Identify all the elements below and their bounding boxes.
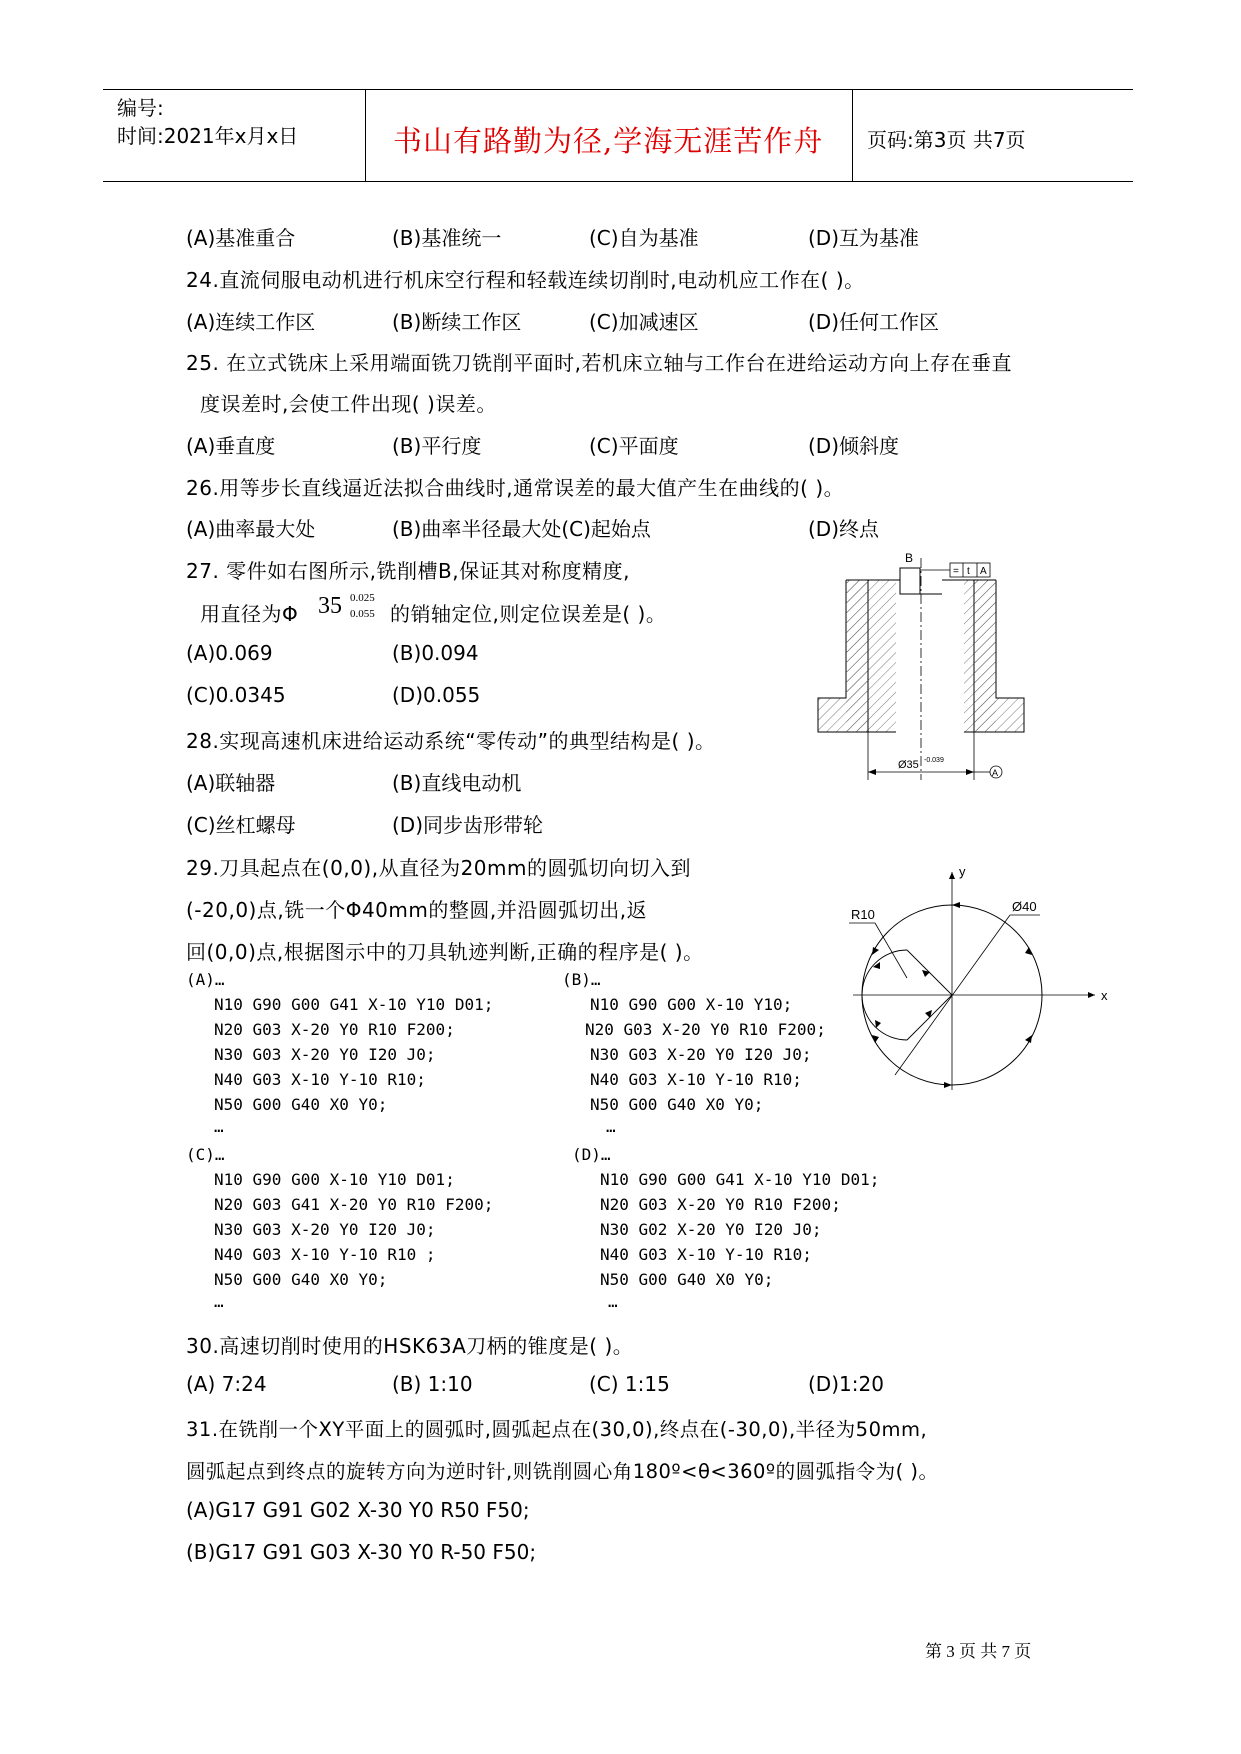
q30-option-d: (D)1:20	[808, 1372, 884, 1396]
q28-option-a: (A)联轴器	[186, 771, 276, 795]
q28-option-c: (C)丝杠螺母	[186, 813, 296, 837]
q29-line3: 回(0,0)点,根据图示中的刀具轨迹判断,正确的程序是( )。	[186, 940, 704, 964]
program-b-line: N50 G00 G40 X0 Y0;	[590, 1095, 764, 1114]
q27-line1: 27. 零件如右图所示,铣削槽B,保证其对称度精度,	[186, 559, 630, 583]
q26-option-d: (D)终点	[808, 517, 880, 541]
program-a-line: (A)…	[186, 970, 225, 989]
q28-option-d: (D)同步齿形带轮	[392, 813, 544, 837]
q29-x-axis-label: x	[1101, 988, 1108, 1003]
q25-line1: 25. 在立式铣床上采用端面铣刀铣削平面时,若机床立轴与工作台在进给运动方向上存在垂直	[186, 351, 1013, 375]
q30-option-a: (A) 7:24	[186, 1372, 267, 1396]
q26-option-a: (A)曲率最大处	[186, 517, 316, 541]
page-footer: 第 3 页 共 7 页	[925, 1642, 1032, 1661]
q23-option-c: (C)自为基准	[589, 226, 699, 250]
program-a-line: N40 G03 X-10 Y-10 R10;	[214, 1070, 426, 1089]
program-a-line: N10 G90 G00 G41 X-10 Y10 D01;	[214, 995, 494, 1014]
program-b-line: N30 G03 X-20 Y0 I20 J0;	[590, 1045, 812, 1064]
program-b-line: N20 G03 X-20 Y0 R10 F200;	[585, 1020, 826, 1039]
q27-dim-tolerance: -0.039	[924, 757, 944, 764]
program-c-line: (C)…	[186, 1145, 225, 1164]
program-c-line: …	[214, 1292, 224, 1311]
q23-option-a: (A)基准重合	[186, 226, 296, 250]
q31-line2: 圆弧起点到终点的旋转方向为逆时针,则铣削圆心角180º<θ<360º的圆弧指令为( )。	[186, 1460, 939, 1483]
q26-text: 26.用等步长直线逼近法拟合曲线时,通常误差的最大值产生在曲线的( )。	[186, 476, 845, 500]
q27-line2-prefix: 用直径为Φ	[200, 602, 299, 626]
q30-text: 30.高速切削时使用的HSK63A刀柄的锥度是( )。	[186, 1334, 634, 1358]
q27-frame-value: t	[967, 566, 970, 577]
q27-part-figure	[810, 550, 1040, 790]
q27-slot-label: B	[905, 551, 914, 565]
q29-y-axis-label: y	[959, 864, 966, 879]
q29-line1: 29.刀具起点在(0,0),从直径为20mm的圆弧切向切入到	[186, 856, 691, 880]
program-a-line: N30 G03 X-20 Y0 I20 J0;	[214, 1045, 436, 1064]
q29-radius-label: R10	[851, 907, 875, 922]
q24-option-c: (C)加减速区	[589, 310, 699, 334]
program-b-line: N10 G90 G00 X-10 Y10;	[590, 995, 793, 1014]
doc-time-label: 时间:2021年x月x日	[117, 124, 299, 148]
q24-option-d: (D)任何工作区	[808, 310, 940, 334]
q27-tolerance-upper: 0.025	[350, 592, 375, 604]
header-motto: 书山有路勤为径,学海无涯苦作舟	[393, 124, 824, 158]
q30-option-b: (B) 1:10	[392, 1372, 473, 1396]
header-top-rule	[103, 89, 1133, 90]
program-a-line: N20 G03 X-20 Y0 R10 F200;	[214, 1020, 455, 1039]
q28-option-b: (B)直线电动机	[392, 771, 522, 795]
q27-dim-datum: A	[992, 768, 999, 778]
program-d-line: …	[608, 1292, 618, 1311]
q27-option-d: (D)0.055	[392, 683, 481, 707]
program-d-line: N10 G90 G00 G41 X-10 Y10 D01;	[600, 1170, 880, 1189]
q31-option-a: (A)G17 G91 G02 X-30 Y0 R50 F50;	[186, 1498, 530, 1522]
header-divider-right	[852, 89, 853, 182]
q27-diameter: 35	[318, 593, 342, 619]
q29-diameter-label: Ø40	[1012, 899, 1037, 914]
program-a-line: N50 G00 G40 X0 Y0;	[214, 1095, 388, 1114]
q30-option-c: (C) 1:15	[589, 1372, 670, 1396]
q27-option-a: (A)0.069	[186, 641, 273, 665]
q25-option-b: (B)平行度	[392, 434, 482, 458]
q24-text: 24.直流伺服电动机进行机床空行程和轻载连续切削时,电动机应工作在( )。	[186, 268, 865, 292]
q27-line2-suffix: 的销轴定位,则定位误差是( )。	[390, 602, 667, 626]
q25-option-a: (A)垂直度	[186, 434, 276, 458]
header-bottom-rule	[103, 181, 1133, 182]
q29-toolpath-figure	[835, 860, 1115, 1100]
page-number-label: 页码:第3页 共7页	[867, 128, 1026, 152]
q27-frame-symbol: =	[953, 566, 959, 577]
program-d-line: N20 G03 X-20 Y0 R10 F200;	[600, 1195, 841, 1214]
doc-number-label: 编号:	[117, 96, 164, 120]
q23-option-b: (B)基准统一	[392, 226, 502, 250]
q29-line2: (-20,0)点,铣一个Φ40mm的整圆,并沿圆弧切出,返	[186, 898, 648, 922]
q23-option-d: (D)互为基准	[808, 226, 920, 250]
q26-option-b: (B)曲率半径最大处(C)起始点	[392, 517, 651, 541]
q31-line1: 31.在铣削一个XY平面上的圆弧时,圆弧起点在(30,0),终点在(-30,0),半径为50mm,	[186, 1418, 928, 1441]
q27-option-b: (B)0.094	[392, 641, 479, 665]
q24-option-b: (B)断续工作区	[392, 310, 522, 334]
program-b-line: N40 G03 X-10 Y-10 R10;	[590, 1070, 802, 1089]
program-b-line: (B)…	[562, 970, 601, 989]
program-d-line: N30 G02 X-20 Y0 I20 J0;	[600, 1220, 822, 1239]
q25-option-d: (D)倾斜度	[808, 434, 900, 458]
program-c-line: N20 G03 G41 X-20 Y0 R10 F200;	[214, 1195, 494, 1214]
program-b-line: …	[606, 1117, 616, 1136]
program-c-line: N40 G03 X-10 Y-10 R10 ;	[214, 1245, 436, 1264]
q28-text: 28.实现高速机床进给运动系统“零传动”的典型结构是( )。	[186, 729, 716, 753]
program-a-line: …	[214, 1117, 224, 1136]
program-d-line: N40 G03 X-10 Y-10 R10;	[600, 1245, 812, 1264]
program-d-line: N50 G00 G40 X0 Y0;	[600, 1270, 774, 1289]
program-c-line: N10 G90 G00 X-10 Y10 D01;	[214, 1170, 455, 1189]
q25-option-c: (C)平面度	[589, 434, 679, 458]
q24-option-a: (A)连续工作区	[186, 310, 316, 334]
q27-tolerance-lower: 0.055	[350, 608, 375, 620]
q25-line2: 度误差时,会使工件出现( )误差。	[200, 392, 497, 416]
q27-option-c: (C)0.0345	[186, 683, 286, 707]
header-divider-left	[365, 89, 366, 182]
program-c-line: N50 G00 G40 X0 Y0;	[214, 1270, 388, 1289]
q27-dim-diameter: Ø35	[898, 759, 919, 771]
q31-option-b: (B)G17 G91 G03 X-30 Y0 R-50 F50;	[186, 1540, 537, 1564]
q27-frame-datum: A	[980, 566, 987, 577]
program-c-line: N30 G03 X-20 Y0 I20 J0;	[214, 1220, 436, 1239]
program-d-line: (D)…	[572, 1145, 611, 1164]
